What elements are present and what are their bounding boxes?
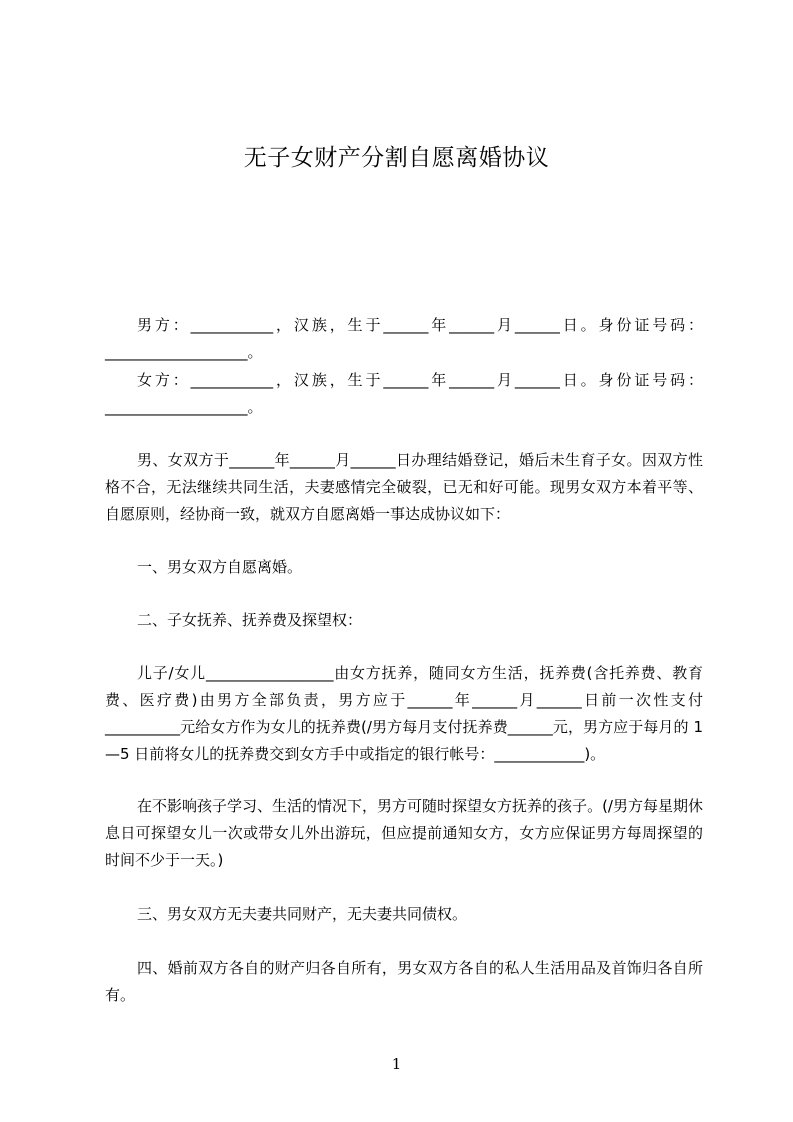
- paragraph-child-support: 儿子/女儿_________________由女方抚养，随同女方生活，抚养费(含托养费、教育费、医疗费)由男方全部负责，男方应于______年______月______日前一次性支付__________元给女方作为女儿的抚养费(/男方每月支付抚养费______元，男方应于每月的 1—5 日前将女儿的抚养费交到女方手中或指定的银行帐号：____________)。: [105, 664, 703, 763]
- paragraph-male-party: 男方：___________，汉族，生于______年______月______日。身份证号码：___________________。: [105, 316, 703, 361]
- document-title: 无子女财产分割自愿离婚协议: [243, 145, 550, 171]
- clause-one: 一、男女双方自愿离婚。: [137, 558, 303, 576]
- clause-two-heading: 二、子女抚养、抚养费及探望权：: [137, 611, 363, 629]
- paragraph-marriage-info: 男、女双方于______年______月______日办理结婚登记，婚后未生育子女。因双方性格不合，无法继续共同生活，夫妻感情完全破裂，已无和好可能。现男女双方本着平等、自愿原则，经协商一致，就双方自愿离婚一事达成协议如下：: [105, 451, 703, 523]
- clause-four: 四、婚前双方各自的财产归各自所有，男女双方各自的私人生活用品及首饰归各自所有。: [105, 959, 703, 1004]
- paragraph-visitation: 在不影响孩子学习、生活的情况下，男方可随时探望女方抚养的孩子。(/男方每星期休息日可探望女儿一次或带女儿外出游玩，但应提前通知女方，女方应保证男方每周探望的时间不少于一天。): [105, 797, 703, 869]
- paragraph-female-party: 女方：___________，汉族，生于______年______月______日。身份证号码：___________________。: [105, 371, 703, 416]
- clause-three: 三、男女双方无夫妻共同财产，无夫妻共同债权。: [137, 905, 468, 923]
- page-number: 1: [391, 1055, 402, 1073]
